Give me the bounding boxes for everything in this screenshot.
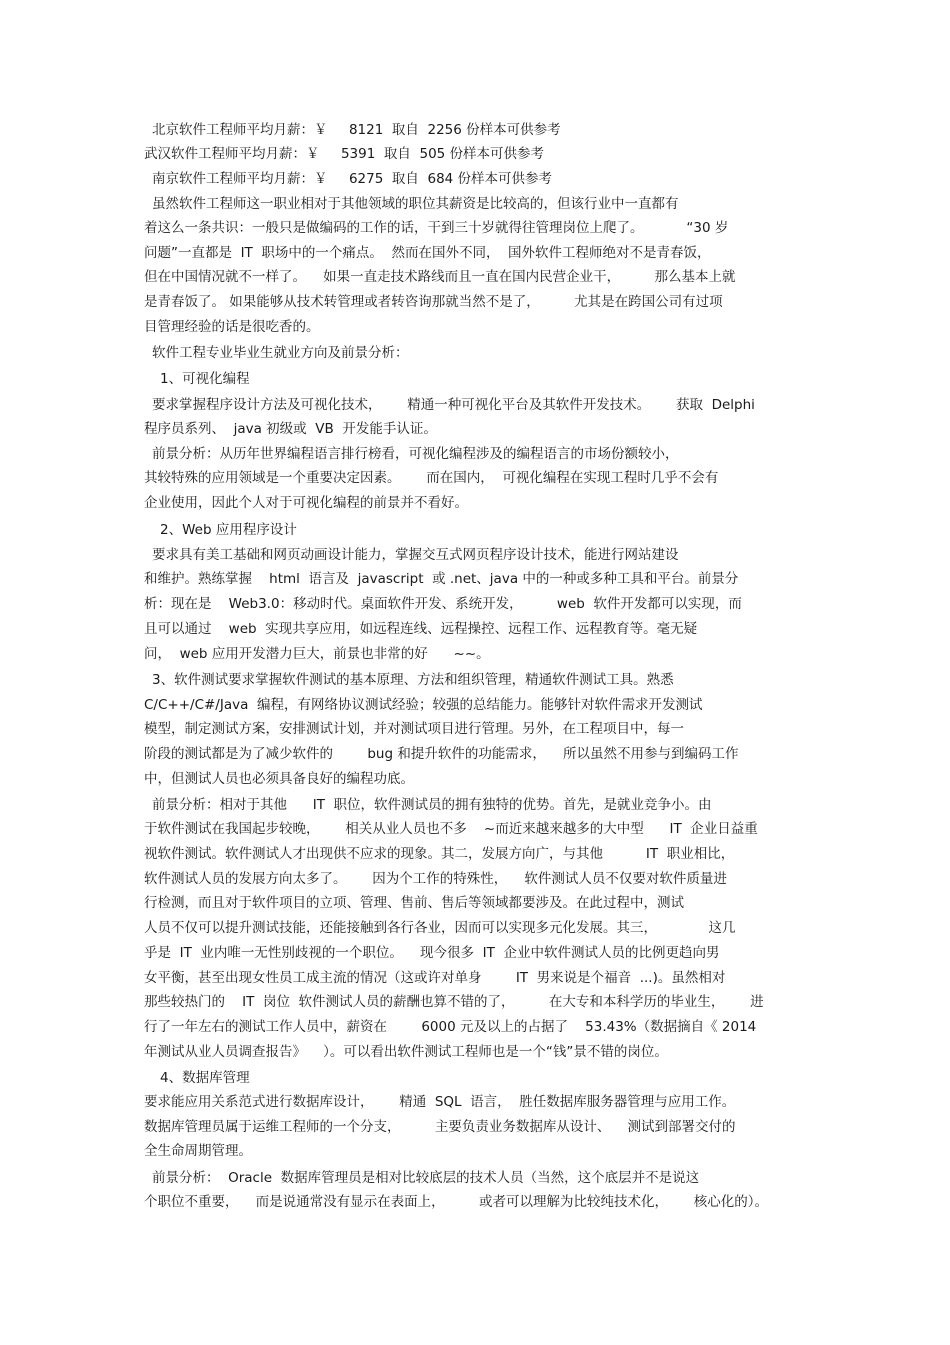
paragraph-line: 视软件测试。软件测试人才出现供不应求的现象。其二，发展方向广，与其他 IT 职业相比， [144, 846, 735, 862]
paragraph-line: 全生命周期管理。 [144, 1143, 252, 1159]
paragraph-line: 要求能应用关系范式进行数据库设计， 精通 SQL 语言， 胜任数据库服务器管理与应用工作。 [144, 1094, 736, 1110]
paragraph-line: 乎是 IT 业内唯一无性别歧视的一个职位。 现今很多 IT 企业中软件测试人员的比例更趋向男 [144, 945, 720, 961]
paragraph-line: 企业使用，因此个人对于可视化编程的前景并不看好。 [144, 495, 468, 511]
paragraph-line: 模型，制定测试方案，安排测试计划，并对测试项目进行管理。另外，在工程项目中，每一 [144, 721, 684, 737]
paragraph-line: 行了一年左右的测试工作人员中，薪资在 6000 元及以上的占据了 53.43%（数据摘自《 2014 [144, 1019, 757, 1035]
paragraph-line: 但在中国情况就不一样了。 如果一直走技术路线而且一直在国内民营企业干， 那么基本上就 [144, 269, 736, 285]
paragraph-line: 和维护。熟练掌握 html 语言及 javascript 或 .net、java 中的一种或多种工具和平台。前景分 [144, 571, 739, 587]
paragraph-line: 中，但测试人员也必须具备良好的编程功底。 [144, 771, 414, 787]
paragraph-line: 问题”一直都是 IT 职场中的一个痛点。 然而在国外不同， 国外软件工程师绝对不是青春饭， [144, 245, 711, 261]
paragraph-line: 要求掌握程序设计方法及可视化技术， 精通一种可视化平台及其软件开发技术。 获取 Delphi [152, 397, 755, 413]
salary-nanjing-line: 南京软件工程师平均月薪：￥ 6275 取自 684 份样本可供参考 [152, 171, 553, 187]
paragraph-line: 数据库管理员属于运维工程师的一个分支， 主要负责业务数据库从设计、 测试到部署交付的 [144, 1119, 736, 1135]
paragraph-line: 女平衡，甚至出现女性员工成主流的情况（这或许对单身 IT 男来说是个福音 ...)。虽然相对 [144, 970, 726, 986]
paragraph-line: 其较特殊的应用领域是一个重要决定因素。 而在国内， 可视化编程在实现工程时几乎不会有 [144, 470, 719, 486]
paragraph-line: 且可以通过 web 实现共享应用，如远程连线、远程操控、远程工作、远程教育等。毫无疑 [144, 621, 698, 637]
paragraph-line: 虽然软件工程师这一职业相对于其他领域的职位其薪资是比较高的，但该行业中一直都有 [152, 196, 679, 212]
paragraph-line: 前景分析：相对于其他 IT 职位，软件测试员的拥有独特的优势。首先，是就业竞争小。由 [152, 797, 712, 813]
salary-wuhan-line: 武汉软件工程师平均月薪：￥ 5391 取自 505 份样本可供参考 [144, 146, 545, 162]
section-heading: 3、软件测试要求掌握软件测试的基本原理、方法和组织管理，精通软件测试工具。熟悉 [152, 672, 674, 688]
paragraph-line: 行检测，而且对于软件项目的立项、管理、售前、售后等领域都要涉及。在此过程中，测试 [144, 895, 684, 911]
section-heading: 2、Web 应用程序设计 [160, 522, 297, 538]
paragraph-line: 个职位不重要， 而是说通常没有显示在表面上， 或者可以理解为比较纯技术化， 核心化的）。 [144, 1194, 768, 1210]
salary-beijing-line: 北京软件工程师平均月薪：￥ 8121 取自 2256 份样本可供参考 [152, 122, 561, 138]
paragraph-line: C/C++/C#/Java 编程，有网络协议测试经验；较强的总结能力。能够针对软件需求开发测试 [144, 697, 703, 713]
paragraph-line: 析：现在是 Web3.0：移动时代。桌面软件开发、系统开发， web 软件开发都可以实现，而 [144, 596, 742, 612]
paragraph-line: 是青春饭了。 如果能够从技术转管理或者转咨询那就当然不是了， 尤其是在跨国公司有过项 [144, 294, 723, 310]
paragraph-line: 前景分析：从历年世界编程语言排行榜看，可视化编程涉及的编程语言的市场份额较小， [152, 446, 679, 462]
paragraph-line: 要求具有美工基础和网页动画设计能力，掌握交互式网页程序设计技术，能进行网站建设 [152, 547, 679, 563]
paragraph-line: 程序员系列、 java 初级或 VB 开发能手认证。 [144, 421, 437, 437]
paragraph-line: 着这么一条共识：一般只是做编码的工作的话，干到三十岁就得往管理岗位上爬了。 “30 岁 [144, 220, 729, 236]
paragraph-line: 阶段的测试都是为了减少软件的 bug 和提升软件的功能需求， 所以虽然不用参与到编码工作 [144, 746, 739, 762]
paragraph-line: 目管理经验的话是很吃香的。 [144, 319, 320, 335]
paragraph-line: 软件测试人员的发展方向太多了。 因为个工作的特殊性， 软件测试人员不仅要对软件质量进 [144, 871, 727, 887]
paragraph-line: 年测试从业人员调查报告》 ）。可以看出软件测试工程师也是一个“钱”景不错的岗位。 [144, 1044, 668, 1060]
paragraph-line: 问， web 应用开发潜力巨大，前景也非常的好 ~~。 [144, 646, 490, 662]
paragraph-line: 人员不仅可以提升测试技能，还能接触到各行各业，因而可以实现多元化发展。其三， 这几 [144, 920, 736, 936]
paragraph-line: 前景分析： Oracle 数据库管理员是相对比较底层的技术人员（当然，这个底层并不是说这 [152, 1170, 700, 1186]
section-intro: 软件工程专业毕业生就业方向及前景分析： [152, 345, 409, 361]
paragraph-line: 于软件测试在我国起步较晚， 相关从业人员也不多 ~而近来越来越多的大中型 IT 企业日益重 [144, 821, 758, 837]
section-heading: 1、可视化编程 [160, 371, 250, 387]
section-heading: 4、数据库管理 [160, 1070, 250, 1086]
paragraph-line: 那些较热门的 IT 岗位 软件测试人员的薪酬也算不错的了， 在大专和本科学历的毕业生， 进 [144, 994, 764, 1010]
